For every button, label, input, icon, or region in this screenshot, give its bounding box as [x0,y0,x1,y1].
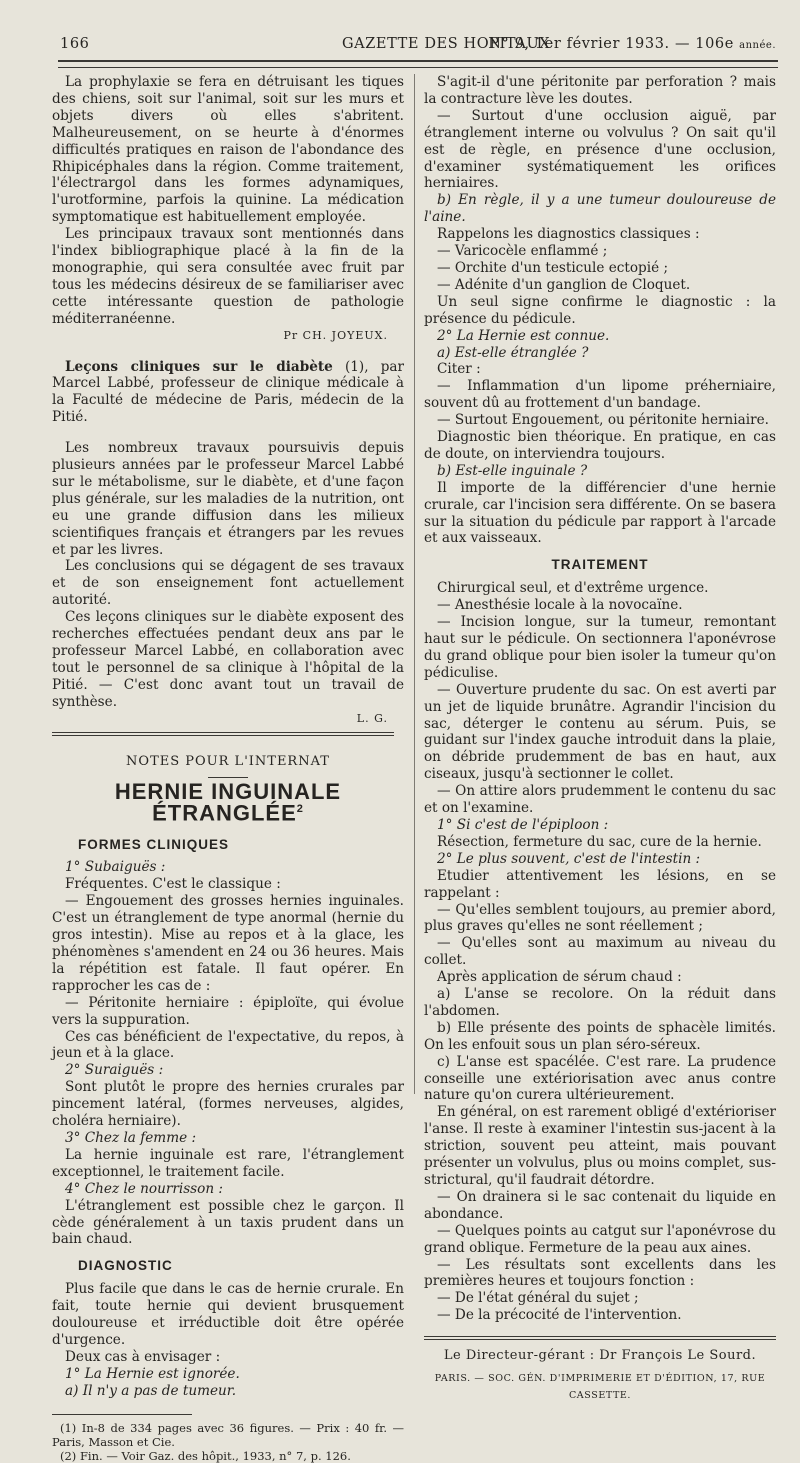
paragraph: Les principaux travaux sont mentionnés dans l'index bibliographique placé à la fin de la monographie, qui sera consultée avec fruit par tous les médecins désireux de se familiariser avec cette intéressante question de pathologie méditerranéenne. [52,226,404,327]
paragraph: — On attire alors prudemment le contenu du sac et on l'examine. [424,783,776,817]
paragraph: — Surtout d'une occlusion aiguë, par étranglement interne ou volvulus ? On sait qu'il est de règle, en présence d'une occlusion, d'examiner systématiquement les orifices herniaires. [424,107,776,192]
column-separator [414,74,415,1094]
list-item: — Surtout Engouement, ou péritonite herniaire. [437,412,769,429]
list-item [424,192,776,226]
diagnostic-line: 2° La Hernie est connue. [437,327,610,344]
signature-joyeux: Pr CH. JOYEUX. [283,328,388,342]
list-item: Après application de sérum chaud : [437,969,682,986]
list-item [52,1181,404,1198]
paragraph: En général, on est rarement obligé d'extérioriser l'anse. Il reste à examiner l'intestin sus-jacent à la striction, souvent peu atteint, mais pouvant présenter un volvulus, plus ou moins complet, sus-strictural, qu'il faudrait détordre. [424,1104,776,1188]
paragraph: Il importe de la différencier d'une hernie crurale, car l'incision sera différente. On se basera sur la situation du pédicule par rapport à l'arcade et aux vaisseaux. [424,479,776,547]
list-item: — De l'état général du sujet ; [437,1290,639,1307]
paragraph: Diagnostic bien théorique. En pratique, en cas de doute, on interviendra toujours. [424,429,776,462]
list-item [424,817,776,834]
list-item: — Anesthésie locale à la novocaïne. [437,597,683,614]
article-title [52,779,404,826]
short-rule [208,777,248,778]
list-item: Résection, fermeture du sac, cure de la hernie. [437,833,762,850]
list-item: — Adénite d'un ganglion de Cloquet. [437,276,691,293]
right-column [424,74,776,1405]
running-header [60,36,776,60]
footnote: (1) In-8 de 334 pages avec 36 figures. — Prix : 40 fr. — Paris, Masson et Cie. [52,1420,404,1449]
journal-title: GAZETTE DES HOPITAUX [342,36,551,52]
paragraph: c) L'anse est spacélée. C'est rare. La prudence conseille une extériorisation avec anus contre nature qu'on curera ultérieurement. [424,1053,776,1104]
paragraph: Un seul signe confirme le diagnostic : la présence du pédicule. [424,293,776,327]
notes-title: NOTES POUR L'INTERNAT [126,753,330,769]
paragraph: Plus facile que dans le cas de hernie crurale. En fait, toute hernie qui devient brusquement douloureuse et irréductible doit être opérée d'urgence. [52,1281,404,1348]
formes-line: 4° Chez le nourrisson : [65,1180,223,1197]
director-line: Le Directeur-gérant : Dr François Le Sourd. [443,1348,757,1364]
paragraph: — Quelques points au catgut sur l'aponévrose du grand oblique. Fermeture de la peau aux aines. [424,1222,776,1256]
header-rule [58,60,778,68]
issue-info [488,36,776,52]
formes-line: 3° Chez la femme : [65,1129,197,1146]
paragraph: — Les résultats sont excellents dans les premières heures et toujours fonction : [424,1256,776,1290]
list-item: — Orchite d'un testicule ectopié ; [437,259,669,276]
list-item: L'étranglement est possible chez le garçon. Il cède généralement à un taxis prudent dans un bain chaud. [52,1197,404,1248]
paragraph: — On drainera si le sac contenait du liquide en abondance. [424,1188,776,1222]
diagnostic-line: a) Il n'y a pas de tumeur. [65,1382,237,1399]
formes-heading: FORMES CLINIQUES [78,836,230,852]
review-title: Leçons cliniques sur le diabète [65,358,333,375]
paragraph: Les conclusions qui se dégagent de ses travaux et de son enseignement font actuellement autorité. [52,558,404,609]
page-number: 166 [60,36,90,52]
article-title-note: 2 [296,803,304,816]
list-item: Citer : [437,361,481,378]
left-column [52,74,404,1463]
list-item: La hernie inguinale est rare, l'étranglement exceptionnel, le traitement facile. [52,1146,404,1180]
list-item: Fréquentes. C'est le classique : [65,876,281,893]
list-item: — De la précocité de l'intervention. [437,1307,682,1324]
diagnostic-heading: DIAGNOSTIC [78,1258,173,1274]
list-item: Rappelons les diagnostics classiques : [437,226,700,243]
list-item: — Péritonite herniaire : épiploïte, qui évolue vers la suppuration. [52,994,404,1028]
issue-text: N° 9, 1er février 1933. — 106e [488,36,734,52]
diagnostic-line: b) Est-elle inguinale ? [437,462,588,479]
list-item [52,1383,404,1400]
list-item [52,1130,404,1147]
signature-lg: L. G. [356,711,388,725]
list-item: — Inflammation d'un lipome préherniaire, souvent dû au frottement d'un bandage. [424,378,776,412]
footnote: (2) Fin. — Voir Gaz. des hôpit., 1933, n° 7, p. 126. [60,1448,351,1463]
list-item: — Qu'elles sont au maximum au niveau du collet. [424,935,776,969]
list-item: — Varicocèle enflammé ; [437,243,608,260]
list-item: Deux cas à envisager : [65,1348,221,1365]
formes-line: 2° Suraiguës : [65,1062,164,1079]
footnote-rule [52,1414,192,1415]
review-heading [52,359,404,427]
paragraph: S'agit-il d'une péritonite par perforation ? mais la contracture lève les doutes. [424,74,776,107]
review-subtitle: (1), par Marcel Labbé, professeur de clinique médicale à la Faculté de médecine de Paris, médecin de la Pitié. [52,358,405,426]
paragraph: — Qu'elles semblent toujours, au premier abord, plus graves qu'elles ne sont réellement ; [424,901,776,935]
diagnostic-line: a) Est-elle étranglée ? [437,344,589,361]
paragraph: Les nombreux travaux poursuivis depuis plusieurs années par le professeur Marcel Labbé sur le métabolisme, sur le diabète, et d'une façon plus générale, sur les maladies de la nutrition, ont eu une grande diffusion dans les milieux scientifiques français et étrangers par les revues et par les livres. [52,440,404,558]
list-item [52,1062,404,1079]
list-item: a) L'anse se recolore. On la réduit dans l'abdomen. [424,986,776,1019]
paragraph: — Incision longue, sur la tumeur, remontant haut sur le pédicule. On sectionnera l'aponévrose du grand oblique pour bien isoler la tumeur qu'on pédiculise. [424,614,776,681]
list-item: Sont plutôt le propre des hernies crurales par pincement latéral, (formes nerveuses, algides, choléra herniaire). [52,1079,404,1130]
diagnostic-line: b) En règle, il y a une tumeur douloureuse de l'aine. [424,192,776,226]
treatment-line: 1° Si c'est de l'épiploon : [437,816,609,833]
article-title-text: HERNIE INGUINALE ÉTRANGLÉE [114,779,342,826]
list-item: Etudier attentivement les lésions, en se rappelant : [424,867,776,901]
formes-line: 1° Subaiguës : [65,859,166,876]
footer-rule [424,1336,776,1340]
list-item [52,1366,404,1383]
paragraph: — Ouverture prudente du sac. On est averti par un jet de liquide brunâtre. Agrandir l'incision du sac, déterger le contenu au sérum. Puis, se guidant sur l'index gauche introduit dans la plaie, on débride prudemment de bas en haut, aux ciseaux, jusqu'à sectionner le collet. [424,681,776,783]
paragraph: Chirurgical seul, et d'extrême urgence. [437,580,709,597]
paragraph: Ces leçons cliniques sur le diabète exposent des recherches effectuées pendant deux ans par le professeur Marcel Labbé, en collaboration avec tout le personnel de sa clinique à l'hôpital de la Pitié. — C'est donc avant tout un travail de synthèse. [52,609,404,710]
issue-suffix: année. [739,40,776,51]
diagnostic-line: 1° La Hernie est ignorée. [65,1365,240,1382]
list-item: Ces cas bénéficient de l'expectative, du repos, à jeun et à la glace. [52,1028,404,1062]
printer-line: PARIS. — SOC. GÉN. D'IMPRIMERIE ET D'ÉDITION, 17, RUE CASSETTE. [434,1373,766,1401]
section-rule [52,732,394,736]
list-item [424,463,776,480]
paragraph: b) Elle présente des points de sphacèle limités. On les enfouit sous un plan séro-séreux. [424,1019,776,1053]
list-item [52,859,404,876]
paragraph: La prophylaxie se fera en détruisant les tiques des chiens, soit sur l'animal, soit sur les murs et objets divers où elles s'abritent. Malheureusement, on se heurte à d'énormes difficultés pratiques en raison de l'abondance des Rhipicéphales dans la région. Comme traitement, l'électrargol dans les formes adynamiques, l'urotformine, parfois la quinine. La médication symptomatique est habituellement employée. [52,74,404,226]
list-item: — Engouement des grosses hernies inguinales. C'est un étranglement de type anormal (hernie du gros intestin). Mise au repos et à la glace, les phénomènes s'amendent en 24 ou 36 heures. Mais la répétition est fatale. Il faut opérer. En rapprocher les cas de : [52,893,404,994]
treatment-line: 2° Le plus souvent, c'est de l'intestin : [437,850,701,867]
list-item [424,328,776,345]
list-item [424,345,776,362]
list-item [424,851,776,868]
traitement-heading: TRAITEMENT [551,557,649,573]
